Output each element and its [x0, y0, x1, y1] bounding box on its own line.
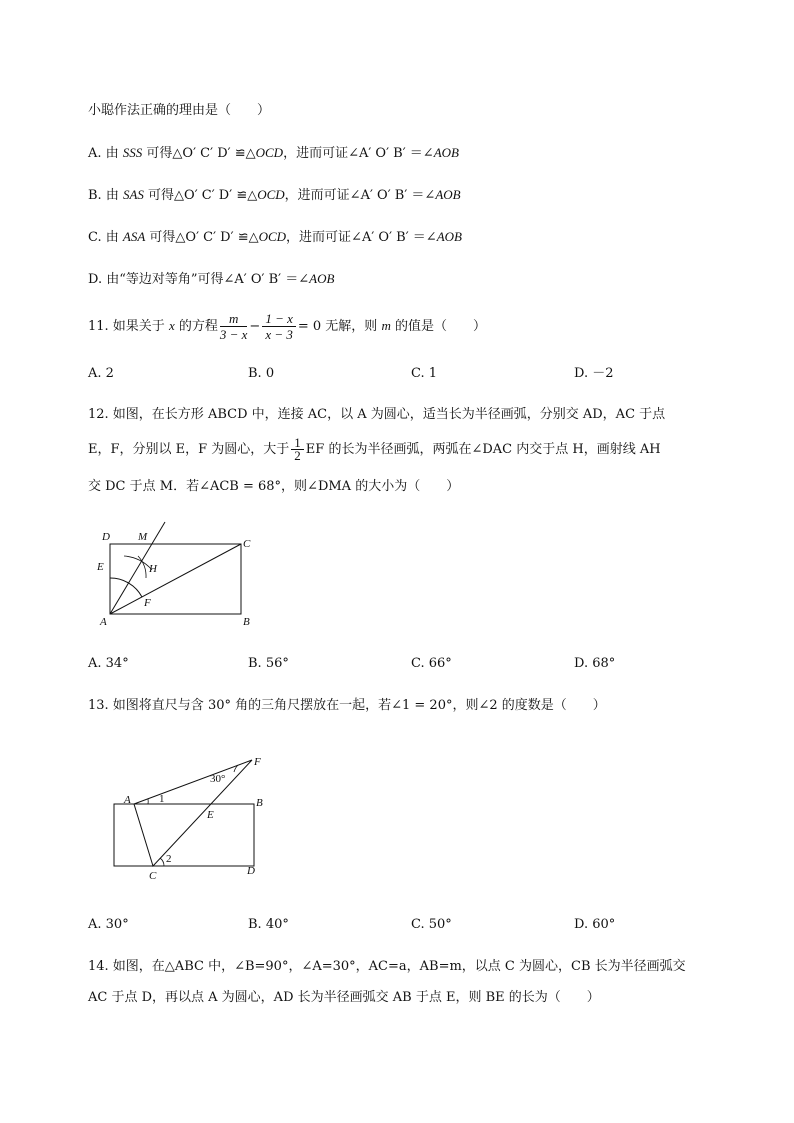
- q13-label-c: C: [149, 870, 157, 882]
- q11-stem: 11. 如果关于 x 的方程 $\frac{m}{3 - x}$ − $\frac{1 - x}{x - 3}$ = 0 无解，则 m 的值是（ ）: [88, 311, 486, 342]
- q13-stem: 13. 如图将直尺与含 30° 角的三角尺摆放在一起，若∠1 = 20°，则∠2 的度数是（ ）: [88, 698, 606, 713]
- q13-option-b: B. 40°: [248, 917, 289, 932]
- q13-option-a: A. 30°: [88, 917, 129, 932]
- q12-line-2: E，F，分别以 E，F 为圆心，大于 $\frac{1}{2}$ EF 的长为半径画弧，两弧在∠DAC 内交于点 H，画射线 AH: [88, 435, 661, 463]
- q12-label-b: B: [243, 616, 250, 628]
- q13-label-b: B: [256, 797, 263, 809]
- q14-line-1: 14. 如图，在△ABC 中，∠B=90°，∠A=30°，AC=a，AB=m，以点 C 为圆心，CB 长为半径画弧交: [88, 959, 686, 974]
- q12-half-fraction: $\frac{1}{2}$: [291, 437, 304, 462]
- q10-option-c: C. 由 ASA 可得△O′ C′ D′ ≌△OCD，进而可证∠A′ O′ B′ ＝∠AOB: [88, 229, 462, 245]
- q11-option-c: C. 1: [411, 366, 438, 381]
- q13-option-d: D. 60°: [574, 917, 616, 932]
- q11-option-b: B. 0: [248, 366, 275, 381]
- q13-option-c: C. 50°: [411, 917, 452, 932]
- q13-label-a: A: [124, 794, 131, 806]
- q12-option-d: D. 68°: [574, 656, 616, 671]
- q12-label-d: D: [102, 531, 110, 543]
- q12-rectangle-figure: [90, 518, 280, 630]
- q13-label-f: F: [254, 756, 261, 768]
- q13-label-d: D: [247, 865, 255, 877]
- q12-line-3: 交 DC 于点 M．若∠ACB = 68°，则∠DMA 的大小为（ ）: [88, 479, 460, 494]
- q11-fraction-2: $\frac{1 - x}{x - 3}$: [262, 311, 296, 342]
- q12-label-e: E: [97, 561, 104, 573]
- q11-option-a: A. 2: [88, 366, 114, 381]
- q10-stem: 小聪作法正确的理由是（ ）: [88, 103, 271, 118]
- q13-label-30: 30°: [210, 773, 226, 785]
- q12-label-a: A: [100, 616, 107, 628]
- q10-option-b: B. 由 SAS 可得△O′ C′ D′ ≌△OCD，进而可证∠A′ O′ B′ ＝∠AOB: [88, 187, 461, 203]
- q12-line-1: 12. 如图，在长方形 ABCD 中，连接 AC，以 A 为圆心，适当长为半径画弧，分别交 AD，AC 于点: [88, 407, 666, 422]
- q13-ruler-triangle-figure: [108, 750, 278, 882]
- q10-option-a: A. 由 SSS 可得△O′ C′ D′ ≌△OCD，进而可证∠A′ O′ B′ ＝∠AOB: [88, 145, 459, 161]
- q12-label-m: M: [138, 531, 148, 543]
- q13-label-1: 1: [159, 793, 165, 805]
- q12-label-h: H: [149, 563, 157, 575]
- q11-option-d: D. －2: [574, 366, 614, 381]
- q13-label-2: 2: [166, 853, 172, 865]
- q10-option-d: D. 由“等边对等角”可得∠A′ O′ B′ ＝∠AOB: [88, 271, 335, 287]
- q12-label-c: C: [243, 538, 251, 550]
- q12-option-b: B. 56°: [248, 656, 289, 671]
- q12-label-f: F: [144, 597, 151, 609]
- q12-option-c: C. 66°: [411, 656, 452, 671]
- q12-option-a: A. 34°: [88, 656, 129, 671]
- q11-fraction-1: $\frac{m}{3 - x}$: [219, 311, 248, 342]
- q13-label-e: E: [207, 809, 214, 821]
- q14-line-2: AC 于点 D，再以点 A 为圆心，AD 长为半径画弧交 AB 于点 E，则 BE 的长为（ ）: [88, 990, 600, 1005]
